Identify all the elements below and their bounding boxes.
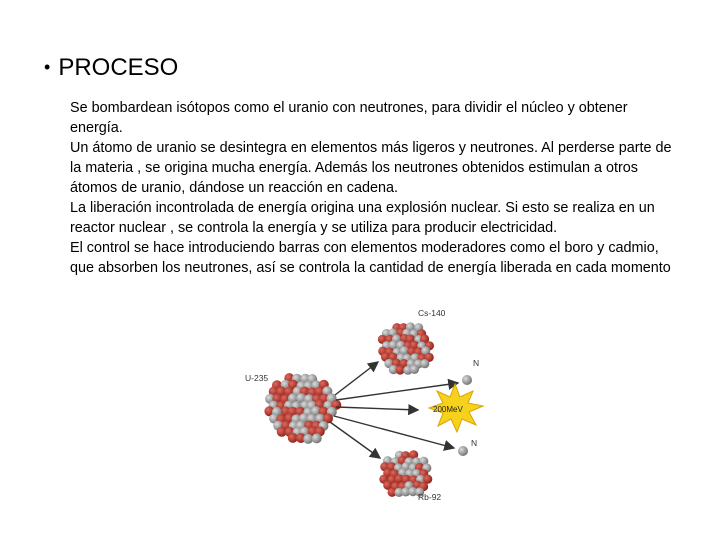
label-neutron-top: N — [473, 358, 480, 368]
paragraph-2: Un átomo de uranio se desintegra en elementos más ligeros y neutrones. Al perderse parte de la materia , se origina mucha energía. Además los neutrones obtenidos estimulan a otros átomos de uranio, dándose un reacción en cadena. — [70, 140, 672, 196]
slide-heading — [44, 54, 178, 82]
heading-text: PROCESO — [58, 54, 179, 81]
free-neutron-top — [462, 375, 472, 385]
label-rb92: Rb-92 — [418, 492, 442, 502]
arrow-to-neutron-bottom — [334, 416, 454, 448]
uranium-nucleus — [264, 373, 341, 444]
paragraph-3: La liberación incontrolada de energía origina una explosión nuclear. Si esto se realiza en un reactor nuclear , se controla la energía y se utiliza para producir electricidad. — [70, 200, 655, 236]
arrow-to-rubidium — [330, 422, 380, 458]
label-u235: U-235 — [245, 373, 269, 383]
arrow-to-energy — [336, 407, 418, 410]
rubidium-nucleus — [379, 450, 432, 497]
paragraph-1: Se bombardean isótopos como el uranio con neutrones, para dividir el núcleo y obtener energía. — [70, 100, 628, 136]
label-neutron-bottom: N — [471, 438, 478, 448]
neutron-particle — [303, 434, 313, 444]
paragraph-4: El control se hace introduciendo barras con elementos moderadores como el boro y cadmio, que absorben los neutrones, así se controla la cantidad de energía liberada en cada momento — [70, 240, 671, 276]
body-text — [70, 98, 682, 278]
neutron-particle — [420, 359, 429, 368]
neutron-particle — [312, 433, 322, 443]
arrow-to-cesium — [335, 362, 378, 395]
fission-diagram — [240, 300, 500, 510]
free-neutron-bottom — [458, 446, 468, 456]
neutron-particle — [410, 365, 419, 374]
heading-bullet: • — [44, 57, 51, 77]
label-cs140: Cs-140 — [418, 308, 446, 318]
cesium-nucleus — [378, 322, 434, 374]
label-energy: 200MeV — [433, 405, 463, 414]
